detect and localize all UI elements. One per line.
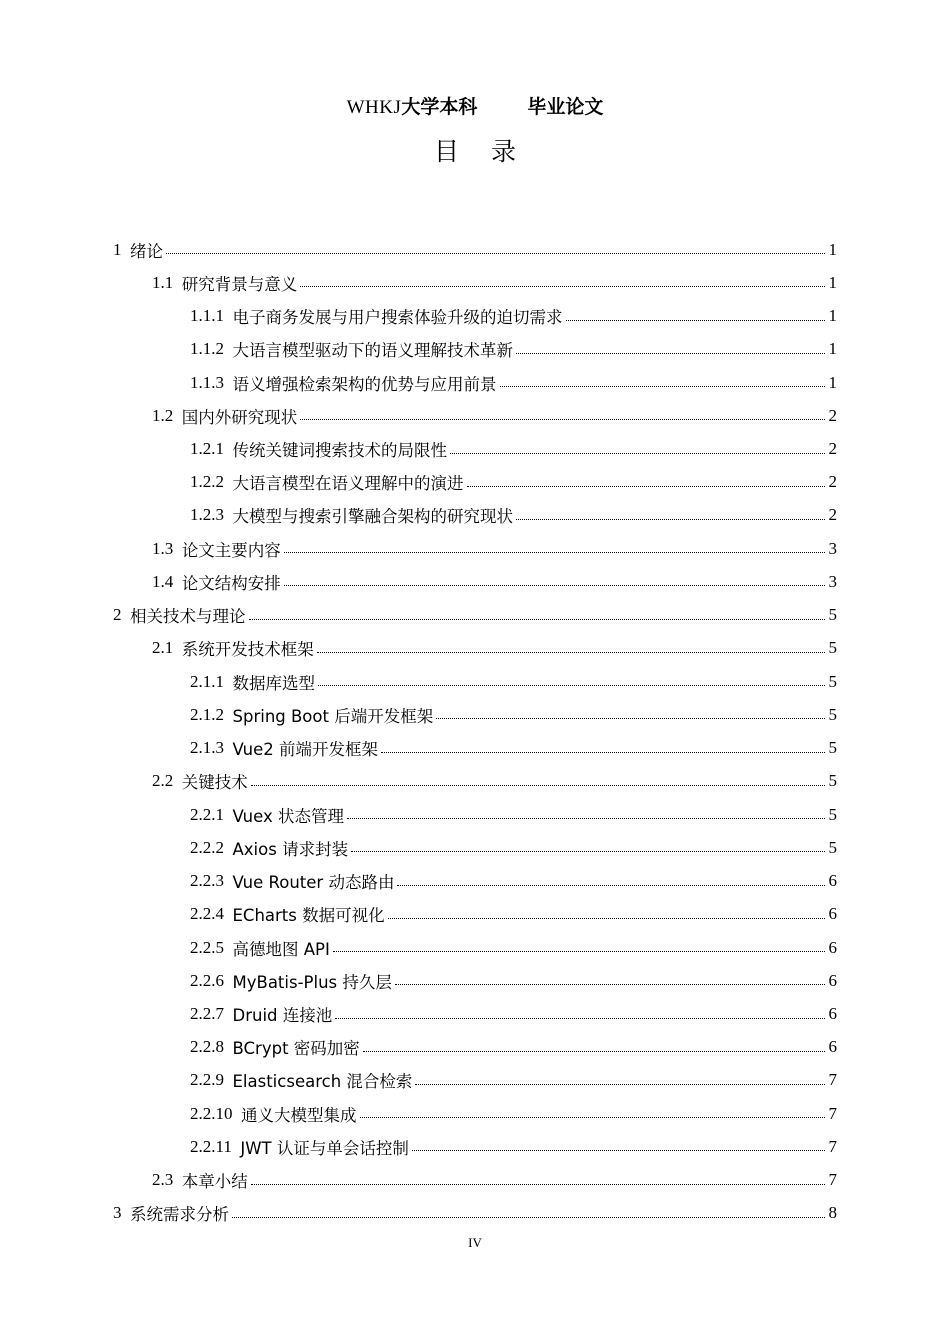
- toc-entry[interactable]: [113, 299, 837, 332]
- toc-entry-title: 研究背景与意义: [181, 274, 298, 294]
- toc-entry[interactable]: [113, 1197, 837, 1230]
- toc-entry[interactable]: [113, 798, 837, 831]
- dot-leader: [450, 441, 825, 458]
- toc-entry-page: 3: [828, 538, 837, 558]
- toc-entry-page: 7: [828, 1070, 837, 1090]
- toc-entry-number: 1.3: [152, 538, 174, 558]
- toc-entry-number: 1.2: [152, 405, 174, 425]
- dot-leader: [232, 1205, 825, 1222]
- toc-entry-page: 7: [828, 1170, 837, 1190]
- toc-entry-number: 1.2.3: [190, 505, 224, 525]
- dot-leader: [300, 274, 825, 291]
- toc-entry-title: 数据库选型: [232, 673, 315, 693]
- toc-entry[interactable]: [113, 1164, 837, 1197]
- toc-entry[interactable]: [113, 765, 837, 798]
- toc-entry-page: 2: [828, 405, 837, 425]
- toc-entry-title: 相关技术与理论: [130, 607, 246, 627]
- dot-leader: [412, 1138, 825, 1155]
- toc-entry-number: 2.2.9: [190, 1070, 224, 1090]
- toc-entry-page: 1: [828, 306, 837, 326]
- toc-entry-page: 6: [828, 1037, 837, 1057]
- toc-entry-page: 5: [828, 671, 837, 691]
- dot-leader: [251, 773, 825, 790]
- toc-entry[interactable]: [113, 732, 837, 765]
- toc-entry-number: 2.1.2: [190, 704, 224, 724]
- toc-entry-number: 2.2.2: [190, 837, 224, 857]
- toc-entry-title: 通义大模型集成: [241, 1105, 357, 1125]
- toc-entry-number: 2.2.4: [190, 904, 224, 924]
- header-school-code: WHKJ: [346, 97, 402, 118]
- toc-entry[interactable]: [113, 931, 837, 964]
- toc-entry[interactable]: [113, 366, 837, 399]
- toc-entry[interactable]: [113, 698, 837, 731]
- toc-entry-title: Vue Router 动态路由: [232, 873, 395, 893]
- toc-entry-page: 2: [828, 472, 837, 492]
- toc-entry-title: MyBatis-Plus 持久层: [232, 972, 392, 992]
- toc-entry[interactable]: [113, 1097, 837, 1130]
- toc-entry[interactable]: [113, 632, 837, 665]
- dot-leader: [166, 241, 825, 258]
- toc-entry-page: 7: [828, 1103, 837, 1123]
- toc-entry-page: 6: [828, 970, 837, 990]
- dot-leader: [566, 308, 826, 325]
- toc-entry-page: 6: [828, 904, 837, 924]
- toc-entry-number: 1.4: [152, 571, 174, 591]
- dot-leader: [347, 806, 825, 823]
- toc-entry[interactable]: [113, 466, 837, 499]
- toc-entry-title: Druid 连接池: [232, 1006, 333, 1025]
- toc-entry-title: BCrypt 密码加密: [232, 1039, 360, 1059]
- toc-entry-title: 绪论: [130, 241, 163, 261]
- toc-entry-number: 1.1.2: [190, 339, 224, 359]
- toc-entry-page: 1: [828, 339, 837, 359]
- toc-entry-number: 1: [113, 239, 122, 259]
- toc-entry[interactable]: [113, 499, 837, 532]
- toc-entry[interactable]: [113, 532, 837, 565]
- dot-leader: [249, 607, 826, 624]
- toc-entry-title: Axios 请求封装: [232, 839, 349, 859]
- toc-entry-number: 1.1: [152, 272, 174, 292]
- toc-entry-number: 1.1.1: [190, 306, 224, 326]
- toc-entry[interactable]: [113, 333, 837, 366]
- toc-entry-page: 2: [828, 439, 837, 459]
- dot-leader: [395, 972, 825, 989]
- toc-entry-title: Vue2 前端开发框架: [232, 740, 379, 760]
- toc-entry-page: 1: [828, 372, 837, 392]
- toc-entry-number: 2.1.3: [190, 738, 224, 758]
- toc-entry-page: 8: [828, 1203, 837, 1223]
- toc-entry-title: 本章小结: [181, 1172, 248, 1192]
- dot-leader: [351, 839, 825, 856]
- toc-entry-number: 2.1.1: [190, 671, 224, 691]
- toc-entry-title: 大语言模型驱动下的语义理解技术革新: [232, 341, 513, 361]
- dot-leader: [467, 474, 826, 491]
- dot-leader: [397, 873, 825, 890]
- toc-entry[interactable]: [113, 1130, 837, 1163]
- toc-entry-number: 2.2.3: [190, 871, 224, 891]
- toc-entry-number: 2: [113, 605, 122, 625]
- toc-entry-page: 1: [828, 272, 837, 292]
- dot-leader: [284, 540, 825, 557]
- toc-entry[interactable]: [113, 599, 837, 632]
- toc-entry[interactable]: [113, 665, 837, 698]
- toc-entry-number: 2.2.8: [190, 1037, 224, 1057]
- toc-entry-page: 5: [828, 771, 837, 791]
- running-header: [0, 94, 950, 121]
- toc-entry-page: 1: [828, 239, 837, 259]
- page-number: IV: [468, 1235, 482, 1250]
- toc-entry-title: Spring Boot 后端开发框架: [232, 706, 434, 726]
- toc-entry-title: 系统需求分析: [130, 1205, 229, 1225]
- toc-entry-page: 2: [828, 505, 837, 525]
- toc-entry-title: ECharts 数据可视化: [232, 906, 385, 926]
- dot-leader: [317, 640, 825, 657]
- dot-leader: [415, 1072, 825, 1089]
- toc-entry[interactable]: [113, 1031, 837, 1064]
- toc-entry-page: 3: [828, 571, 837, 591]
- toc-entry-page: 6: [828, 1004, 837, 1023]
- toc-entry-page: 5: [828, 605, 837, 625]
- toc-entry-number: 2.1: [152, 638, 174, 658]
- dot-leader: [318, 673, 825, 690]
- toc-entry-number: 3: [113, 1203, 122, 1223]
- toc-entry-number: 2.2.10: [190, 1103, 233, 1123]
- dot-leader: [516, 507, 825, 524]
- dot-leader: [381, 740, 825, 757]
- toc-entry-title: 关键技术: [181, 773, 248, 793]
- toc-entry[interactable]: [113, 964, 837, 997]
- toc-entry-title: 国内外研究现状: [181, 407, 298, 427]
- toc-entry-number: 2.2.11: [190, 1136, 232, 1156]
- toc-entry-number: 2.2: [152, 771, 174, 791]
- toc-entry-title: 传统关键词搜索技术的局限性: [232, 441, 447, 461]
- toc-entry-title: 系统开发技术框架: [181, 640, 314, 660]
- toc-entry-number: 2.2.7: [190, 1004, 224, 1023]
- toc-entry-title: 语义增强检索架构的优势与应用前景: [232, 374, 497, 394]
- toc-entry[interactable]: [113, 565, 837, 598]
- toc-entry[interactable]: [113, 997, 837, 1030]
- dot-leader: [284, 573, 825, 590]
- toc-entry[interactable]: [113, 898, 837, 931]
- toc-entry-page: 5: [828, 804, 837, 824]
- toc-entry[interactable]: [113, 1064, 837, 1097]
- toc-entry-page: 6: [828, 871, 837, 891]
- toc-entry-title: JWT 认证与单会话控制: [240, 1138, 409, 1158]
- toc-entry-number: 1.2.2: [190, 472, 224, 492]
- dot-leader: [333, 939, 825, 956]
- header-document-type: 毕业论文: [527, 96, 604, 118]
- dot-leader: [335, 1006, 825, 1023]
- toc-entry[interactable]: [113, 399, 837, 432]
- dot-leader: [436, 706, 825, 723]
- page-title: 目录: [433, 137, 548, 166]
- toc-entry[interactable]: [113, 233, 837, 266]
- toc-entry-title: 论文主要内容: [181, 540, 281, 560]
- toc-entry-title: 高德地图 API: [232, 939, 330, 959]
- toc-entry-page: 7: [828, 1136, 837, 1156]
- table-of-contents: [113, 233, 837, 1230]
- dot-leader: [251, 1172, 825, 1189]
- dot-leader: [500, 374, 826, 391]
- toc-entry[interactable]: [113, 831, 837, 864]
- dot-leader: [360, 1105, 826, 1122]
- dot-leader: [300, 407, 825, 424]
- toc-entry-title: 大模型与搜索引擎融合架构的研究现状: [232, 507, 513, 527]
- toc-entry-page: 5: [828, 638, 837, 658]
- toc-entry-number: 2.2.6: [190, 970, 224, 990]
- toc-entry-number: 1.1.3: [190, 372, 224, 392]
- toc-entry[interactable]: [113, 266, 837, 299]
- toc-entry-page: 6: [828, 937, 837, 957]
- toc-entry-title: Elasticsearch 混合检索: [232, 1072, 413, 1092]
- toc-entry-title: 大语言模型在语义理解中的演进: [232, 474, 464, 494]
- dot-leader: [516, 341, 825, 358]
- dot-leader: [388, 906, 825, 923]
- toc-entry-title: Vuex 状态管理: [232, 806, 344, 826]
- toc-entry-title: 电子商务发展与用户搜索体验升级的迫切需求: [232, 308, 563, 328]
- dot-leader: [363, 1039, 825, 1056]
- toc-entry-number: 2.2.1: [190, 804, 224, 824]
- header-degree-type: 大学本科: [401, 96, 478, 118]
- toc-entry-page: 5: [828, 837, 837, 857]
- toc-entry-page: 5: [828, 738, 837, 758]
- toc-entry-title: 论文结构安排: [181, 573, 281, 593]
- toc-entry-number: 2.3: [152, 1170, 174, 1190]
- toc-entry-number: 1.2.1: [190, 439, 224, 459]
- toc-entry-page: 5: [828, 704, 837, 724]
- toc-entry-number: 2.2.5: [190, 937, 224, 957]
- toc-entry[interactable]: [113, 864, 837, 897]
- toc-entry[interactable]: [113, 432, 837, 465]
